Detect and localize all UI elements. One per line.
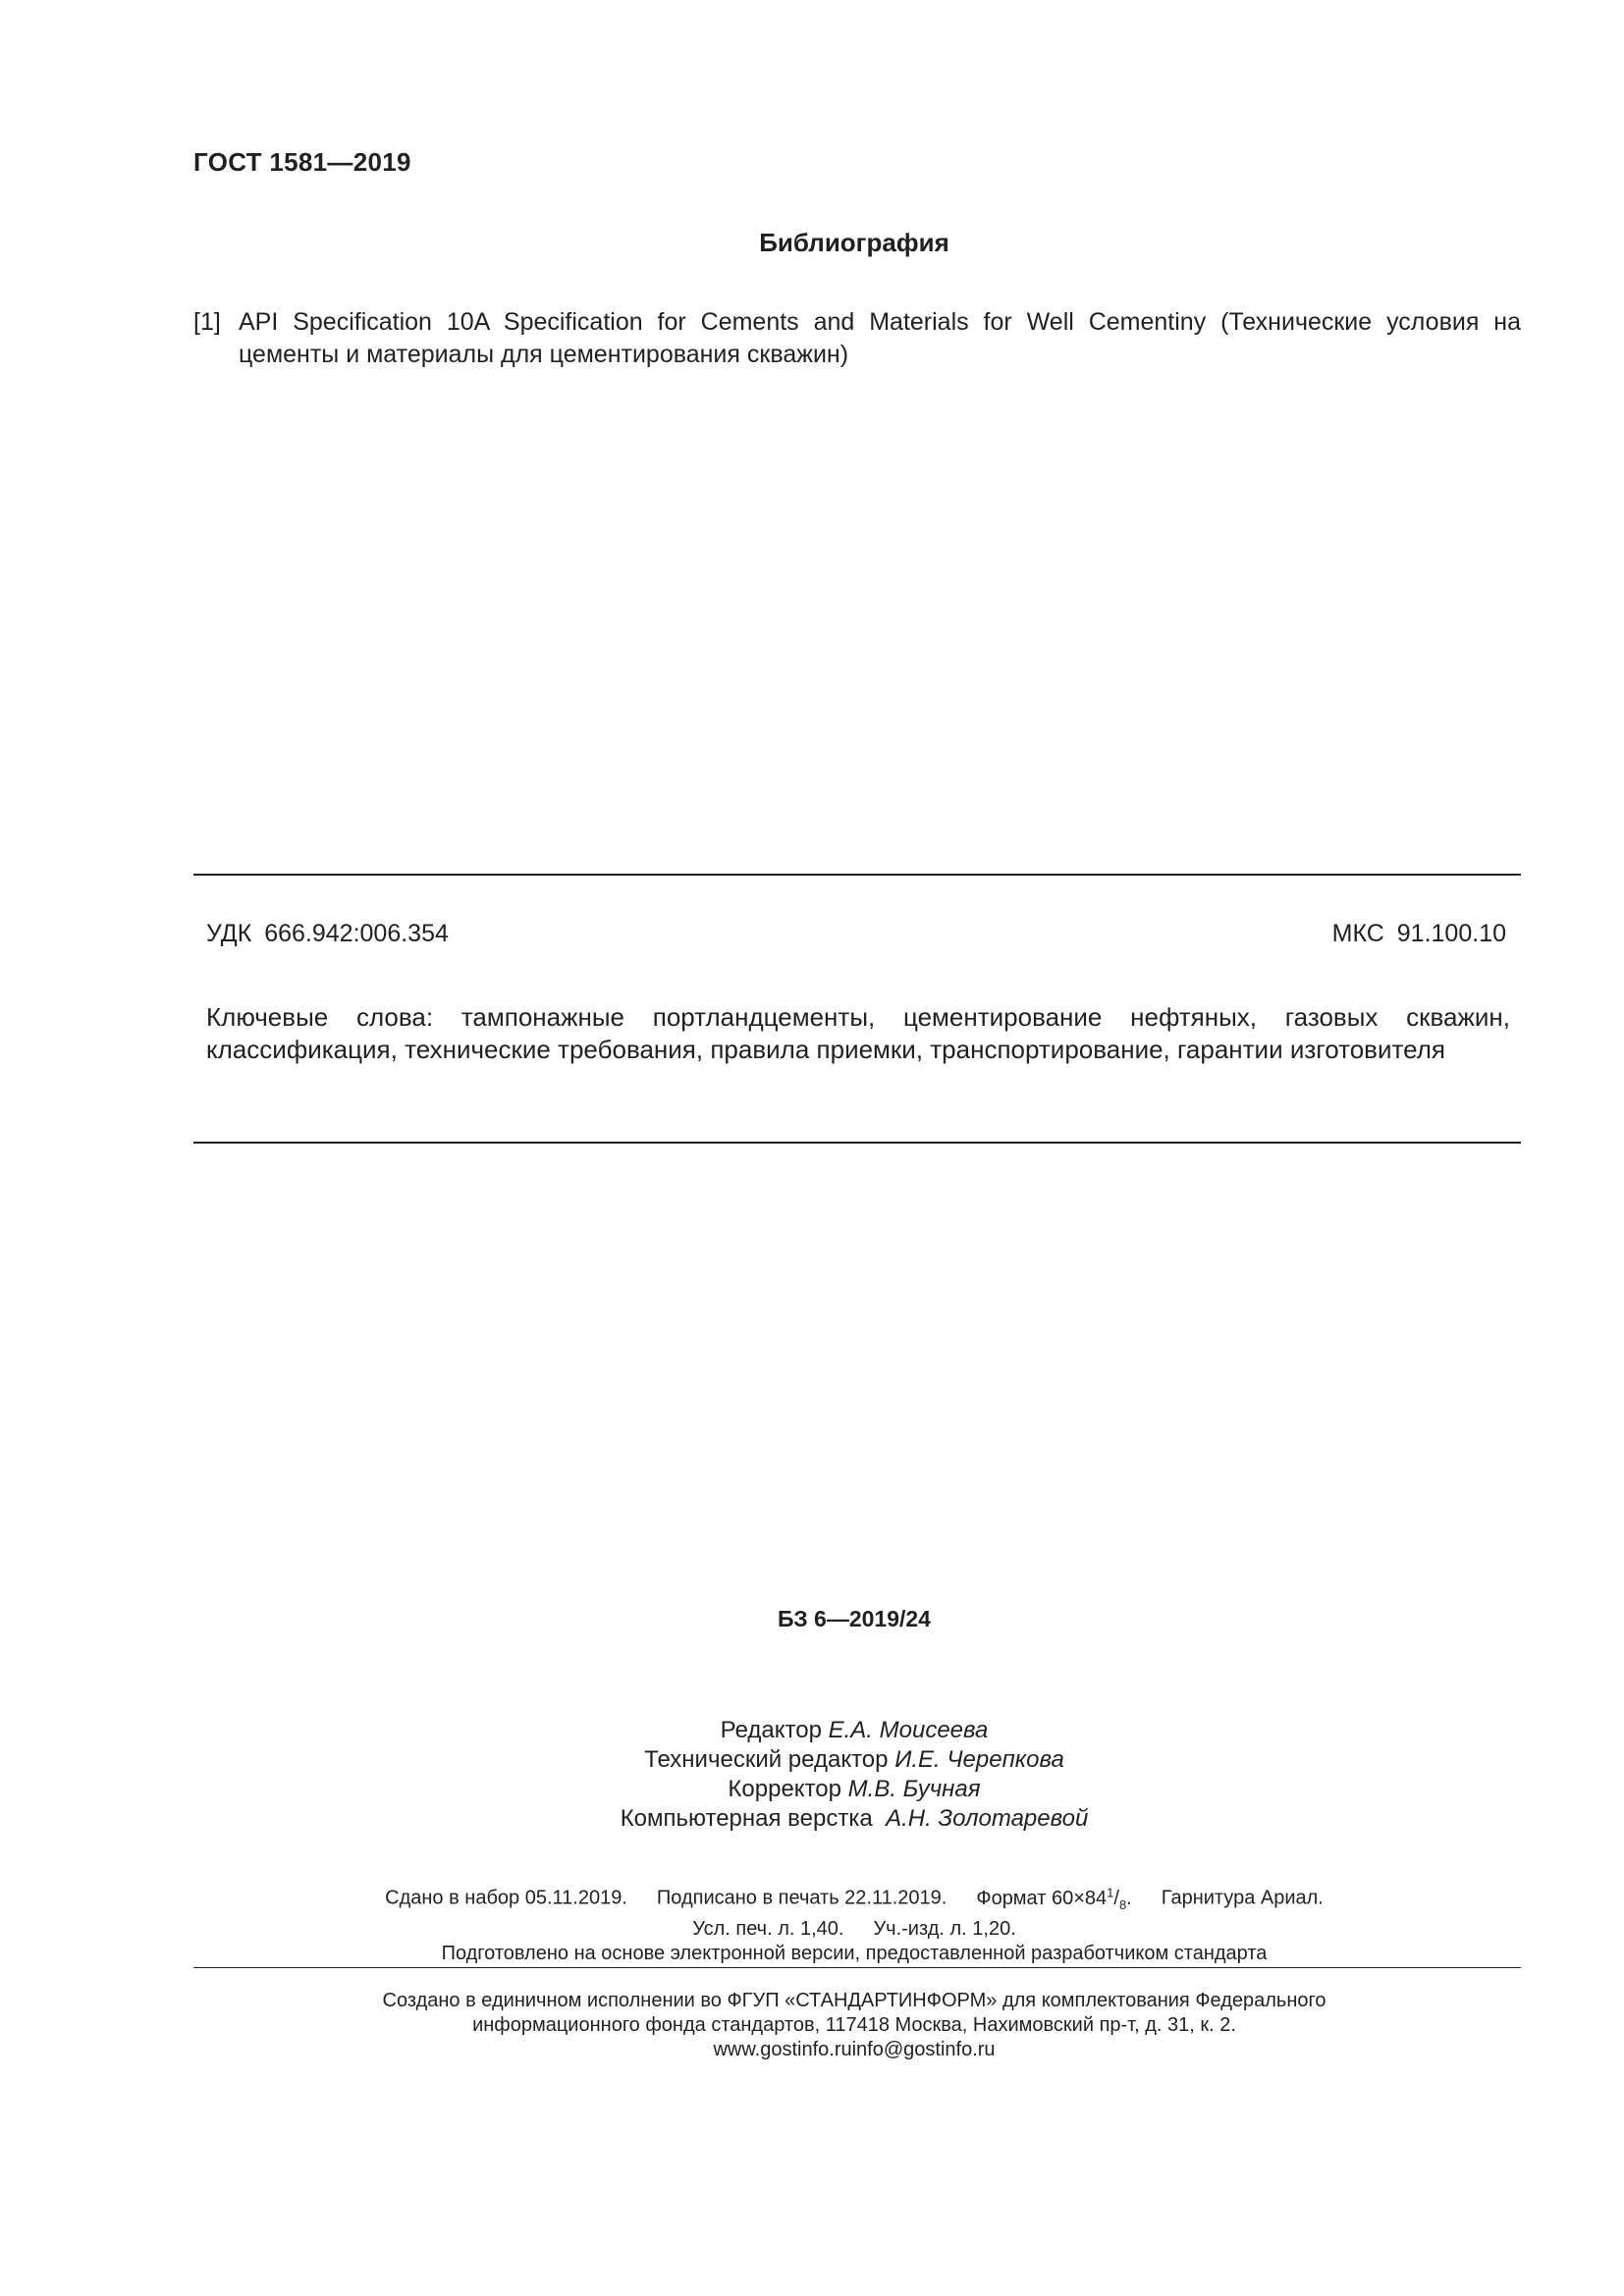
email-link[interactable]: info@gostinfo.ru — [851, 2039, 996, 2060]
document-id: ГОСТ 1581—2019 — [193, 147, 411, 177]
font-info: Гарнитура Ариал. — [1161, 1887, 1324, 1909]
bz-number: БЗ 6—2019/24 — [778, 1606, 931, 1631]
credit-layout: Компьютерная верстка А.Н. Золотаревой — [620, 1805, 1089, 1832]
website-link[interactable]: www.gostinfo.ru — [713, 2039, 852, 2060]
credit-tech-editor: Технический редактор И.Е. Черепкова — [644, 1746, 1064, 1773]
bibliography-item-number: [1] — [193, 308, 221, 336]
signed-date: Подписано в печать 22.11.2019. — [656, 1887, 947, 1909]
prepared-note: Подготовлено на основе электронной версии, предоставленной разработчиком стандарта — [441, 1942, 1268, 1964]
bibliography-item — [193, 306, 1521, 371]
pubinfo-line-1 — [0, 1880, 1624, 1917]
udc-code: УДК 666.942:006.354 — [206, 920, 449, 947]
creator-line-2: информационного фонда стандартов, 117418 Москва, Нахимовский пр-т, д. 31, к. 2. — [472, 2014, 1236, 2036]
creator-line-1: Создано в единичном исполнении во ФГУП «СТАНДАРТИНФОРМ» для комплектования Федерального — [382, 1990, 1326, 2011]
credit-corrector: Корректор М.В. Бучная — [728, 1776, 981, 1802]
mks-code: МКС 91.100.10 — [1331, 920, 1506, 947]
publication-info — [0, 1880, 1624, 1966]
contact-line — [0, 2038, 1624, 2062]
format: Формат $60\times 84^1/_8$. — [976, 1885, 1132, 1912]
edit-sheets: Уч.-изд. л. 1,20. — [873, 1917, 1016, 1940]
divider-bottom — [193, 1142, 1521, 1144]
divider-top — [193, 874, 1521, 876]
divider-footer — [193, 1967, 1521, 1968]
pubinfo-line-2 — [0, 1917, 1624, 1942]
credit-editor: Редактор Е.А. Моисеева — [720, 1717, 989, 1743]
keywords: Ключевые слова: тампонажные портландцементы, цементирование нефтяных, газовых скважин, классификация, технические требования, правила приемки, транспортирование, гарантии изготовителя — [206, 1002, 1510, 1064]
credits-block — [0, 1716, 1624, 1834]
print-sheets: Усл. печ. л. 1,40. — [692, 1917, 844, 1940]
bibliography-title: Библиография — [759, 228, 949, 257]
creator-info — [0, 1989, 1624, 2062]
bibliography-item-text: API Specification 10A Specification for Cements and Materials for Well Cementiny (Технические условия на цементы и материалы для цементирования скважин) — [239, 308, 1521, 368]
submitted-date: Сдано в набор 05.11.2019. — [385, 1887, 627, 1909]
